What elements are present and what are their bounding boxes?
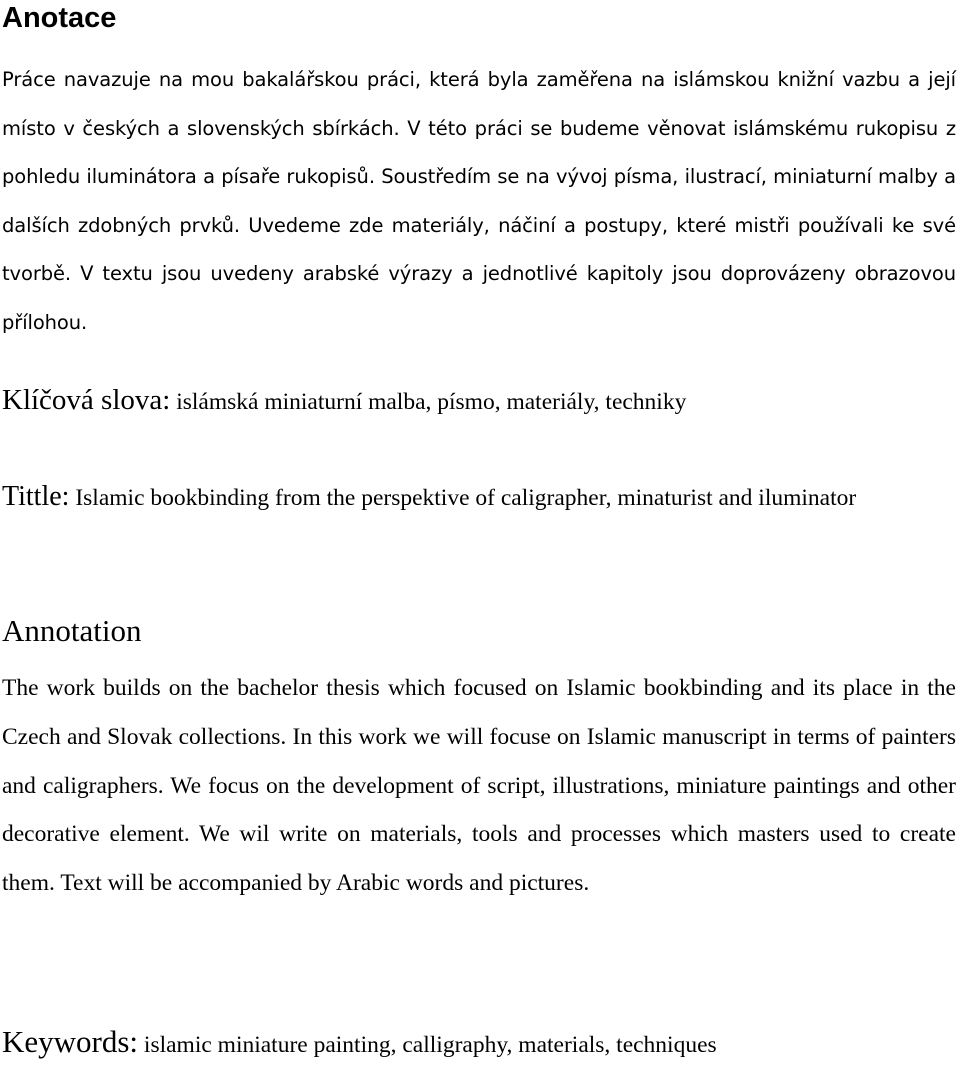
title-value: Islamic bookbinding from the perspektive of caligrapher, minaturist and iluminator xyxy=(69,485,857,511)
czech-keywords xyxy=(2,380,956,422)
english-heading: Annotation xyxy=(2,613,142,648)
title-label: Tittle: xyxy=(2,481,70,512)
czech-annotation-paragraph: Práce navazuje na mou bakalářskou práci, která byla zaměřena na islámskou knižní vazbu a její místo v českých a slovenských sbírkách. V této práci se budeme věnovat islámskému rukopisu z pohledu iluminátora a písaře rukopisů. Soustředím se na vývoj písma, ilustrací, miniaturní malby a dalších zdobných prvků. Uvedeme zde materiály, náčiní a postupy, které mistři používali ke své tvorbě. V textu jsou uvedeny arabské výrazy a jednotlivé kapitoly jsou doprovázeny obrazovou přílohou. xyxy=(2,68,956,334)
czech-heading: Anotace xyxy=(2,2,117,34)
czech-keywords-value: islámská miniaturní malba, písmo, materiály, techniky xyxy=(170,389,687,415)
czech-keywords-label: Klíčová slova: xyxy=(2,384,171,416)
english-keywords xyxy=(2,1022,956,1065)
english-title xyxy=(2,480,956,515)
english-keywords-label: Keywords: xyxy=(2,1024,139,1059)
english-annotation-paragraph: The work builds on the bachelor thesis which focused on Islamic bookbinding and its place in the Czech and Slovak collections. In this work we will focuse on Islamic manuscript in terms of painters and caligraphers. We focus on the development of script, illustrations, miniature paintings and other decorative element. We wil write on materials, tools and processes which masters used to create them. Text will be accompanied by Arabic words and pictures. xyxy=(2,675,956,897)
english-keywords-value: islamic miniature painting, calligraphy, materials, techniques xyxy=(138,1032,717,1058)
